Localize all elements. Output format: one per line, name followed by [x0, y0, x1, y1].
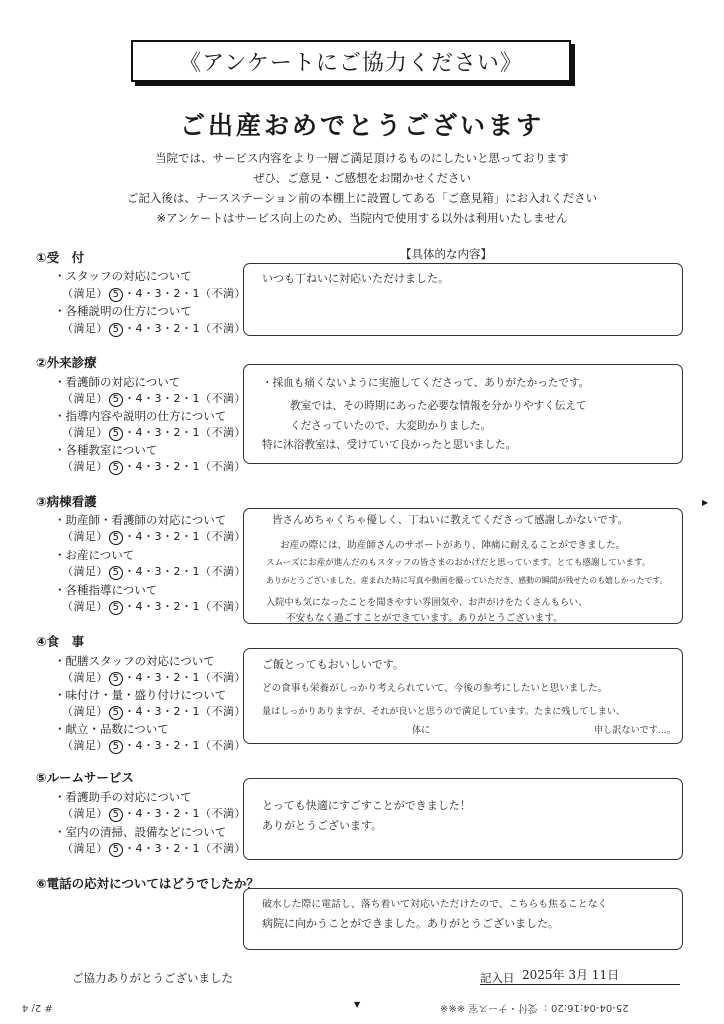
rating-scale: （満足） 5 ・4・3・2・1（不満）	[62, 565, 246, 578]
question-label: ・配膳スタッフの対応について	[54, 654, 215, 668]
rating-scale: （満足） 5 ・4・3・2・1（不満）	[62, 392, 246, 405]
rating-scale: （満足） 5 ・4・3・2・1（不満）	[62, 530, 246, 543]
handwritten-comment: ご飯とってもおいしいです。	[262, 658, 404, 671]
handwritten-comment: とっても快適にすごすことができました！	[262, 799, 471, 812]
section-outpatient-heading: ②外来診療	[36, 355, 97, 370]
rating-scale: （満足） 5 ・4・3・2・1（不満）	[62, 322, 246, 335]
date-underline	[480, 984, 680, 985]
intro-line-2: ぜひ、ご意見・ご感想をお聞かせください	[252, 171, 472, 185]
congratulations-heading: ご出産おめでとうございます	[179, 111, 544, 140]
rating-scale: （満足） 5 ・4・3・2・1（不満）	[62, 600, 246, 613]
handwritten-comment: 破水した際に電話し、落ち着いて対応いただけたので、こちらも焦ることなく	[262, 899, 608, 910]
handwritten-comment: お産の際には、助産師さんのサポートがあり、陣痛に耐えることができました。	[280, 540, 626, 551]
selected-rating-circle: 5	[109, 288, 123, 302]
intro-line-1: 当院では、サービス内容をより一層ご満足頂けるものにしたいと思っております	[155, 151, 569, 165]
handwritten-comment: どの食事も栄養がしっかり考えられていて、今後の参考にしたいと思いました。	[262, 683, 608, 694]
selected-rating-circle: 5	[109, 601, 123, 615]
selected-rating-circle: 5	[109, 740, 123, 754]
handwritten-comment: 不安もなく過ごすことができています。ありがとうございます。	[286, 613, 563, 624]
handwritten-comment: 病院に向かうことができました。ありがとうございました。	[262, 917, 559, 930]
section-reception-heading: ①受 付	[36, 250, 85, 265]
rating-scale: （満足） 5 ・4・3・2・1（不満）	[62, 460, 246, 473]
intro-line-3: ご記入後は、ナースステーション前の本棚上に設置してある「ご意見箱」にお入れください	[126, 191, 598, 205]
page-title: 《アンケートにご協力ください》	[131, 40, 571, 82]
rating-scale: （満足） 5 ・4・3・2・1（不満）	[62, 842, 246, 855]
intro-line-4: ※アンケートはサービス向上のため、当院内で使用する以外は利用いたしません	[156, 211, 568, 225]
section-ward-nursing-heading: ③病棟看護	[36, 494, 97, 509]
scan-marker-icon: ▶	[702, 498, 709, 507]
selected-rating-circle: 5	[109, 531, 123, 545]
selected-rating-circle: 5	[109, 427, 123, 441]
section-room-service-heading: ⑤ルームサービス	[36, 770, 134, 785]
rating-scale: （満足） 5 ・4・3・2・1（不満）	[62, 705, 246, 718]
handwritten-comment: ありがとうございました。産まれた時に写真や動画を撮っていただき、感動の瞬間が残せたのも嬉しかったです。	[266, 576, 668, 585]
date-value: 2025年 3月 11日	[522, 968, 620, 982]
detail-label: 【具体的な内容】	[400, 247, 492, 261]
rating-scale: （満足） 5 ・4・3・2・1（不満）	[62, 426, 246, 439]
scan-marker-icon: ▼	[354, 1000, 361, 1009]
section-phone-heading: ⑥電話の応対についてはどうでしたか？	[36, 876, 259, 891]
handwritten-comment: 量はしっかりありますが、それが良いと思うので満足しています。たまに残してしまい、	[262, 707, 626, 717]
question-label: ・指導内容や説明の仕方について	[54, 409, 227, 423]
handwritten-comment: 皆さんめちゃくちゃ優しく、丁ねいに教えてくださって感謝しかないです。	[272, 514, 628, 526]
question-label: ・看護師の対応について	[54, 375, 181, 389]
scan-fax-header: 25-04-04:16:20 ：受付・ナース室 ※※※	[440, 1002, 629, 1013]
rating-scale: （満足） 5 ・4・3・2・1（不満）	[62, 287, 246, 300]
selected-rating-circle: 5	[109, 706, 123, 720]
question-label: ・献立・品数について	[54, 722, 169, 736]
question-label: ・各種教室について	[54, 443, 158, 457]
question-label: ・室内の清掃、設備などについて	[54, 825, 227, 839]
selected-rating-circle: 5	[109, 461, 123, 475]
question-label: ・お産について	[54, 548, 135, 562]
scan-page-number: # 2/ 4	[22, 1002, 53, 1013]
handwritten-comment: ありがとうございます。	[262, 819, 383, 832]
question-label: ・味付け・量・盛り付けについて	[54, 688, 227, 702]
rating-scale: （満足） 5 ・4・3・2・1（不満）	[62, 807, 246, 820]
selected-rating-circle: 5	[109, 843, 123, 857]
selected-rating-circle: 5	[109, 393, 123, 407]
selected-rating-circle: 5	[109, 672, 123, 686]
handwritten-comment: ・採血も痛くないように実施してくださって、ありがたかったです。	[262, 377, 590, 389]
handwritten-comment: 体に 申し訳ないです…。	[412, 725, 677, 736]
handwritten-comment: 特に沐浴教室は、受けていて良かったと思いました。	[262, 439, 517, 451]
selected-rating-circle: 5	[109, 566, 123, 580]
handwritten-comment: くださっていたので、大変助かりました。	[290, 420, 492, 432]
question-label: ・スタッフの対応について	[54, 269, 192, 283]
question-label: ・看護助手の対応について	[54, 790, 192, 804]
rating-scale: （満足） 5 ・4・3・2・1（不満）	[62, 739, 246, 752]
section-meals-heading: ④食 事	[36, 634, 85, 649]
date-label: 記入日	[480, 971, 515, 985]
question-label: ・助産師・看護師の対応について	[54, 513, 227, 527]
thank-you-text: ご協力ありがとうございました	[72, 971, 233, 985]
rating-scale: （満足） 5 ・4・3・2・1（不満）	[62, 671, 246, 684]
selected-rating-circle: 5	[109, 323, 123, 337]
handwritten-comment: スムーズにお産が進んだのもスタッフの皆さまのおかげだと思っています。とても感謝しています。	[266, 558, 651, 568]
selected-rating-circle: 5	[109, 808, 123, 822]
handwritten-comment: 入院中も気になったことを聞きやすい雰囲気や、お声がけをたくさんもらい、	[266, 597, 588, 608]
handwritten-comment: 教室では、その時期にあった必要な情報を分かりやすく伝えて	[290, 400, 587, 412]
handwritten-comment: いつも丁ねいに対応いただけました。	[262, 272, 449, 285]
question-label: ・各種指導について	[54, 583, 158, 597]
question-label: ・各種説明の仕方について	[54, 304, 192, 318]
